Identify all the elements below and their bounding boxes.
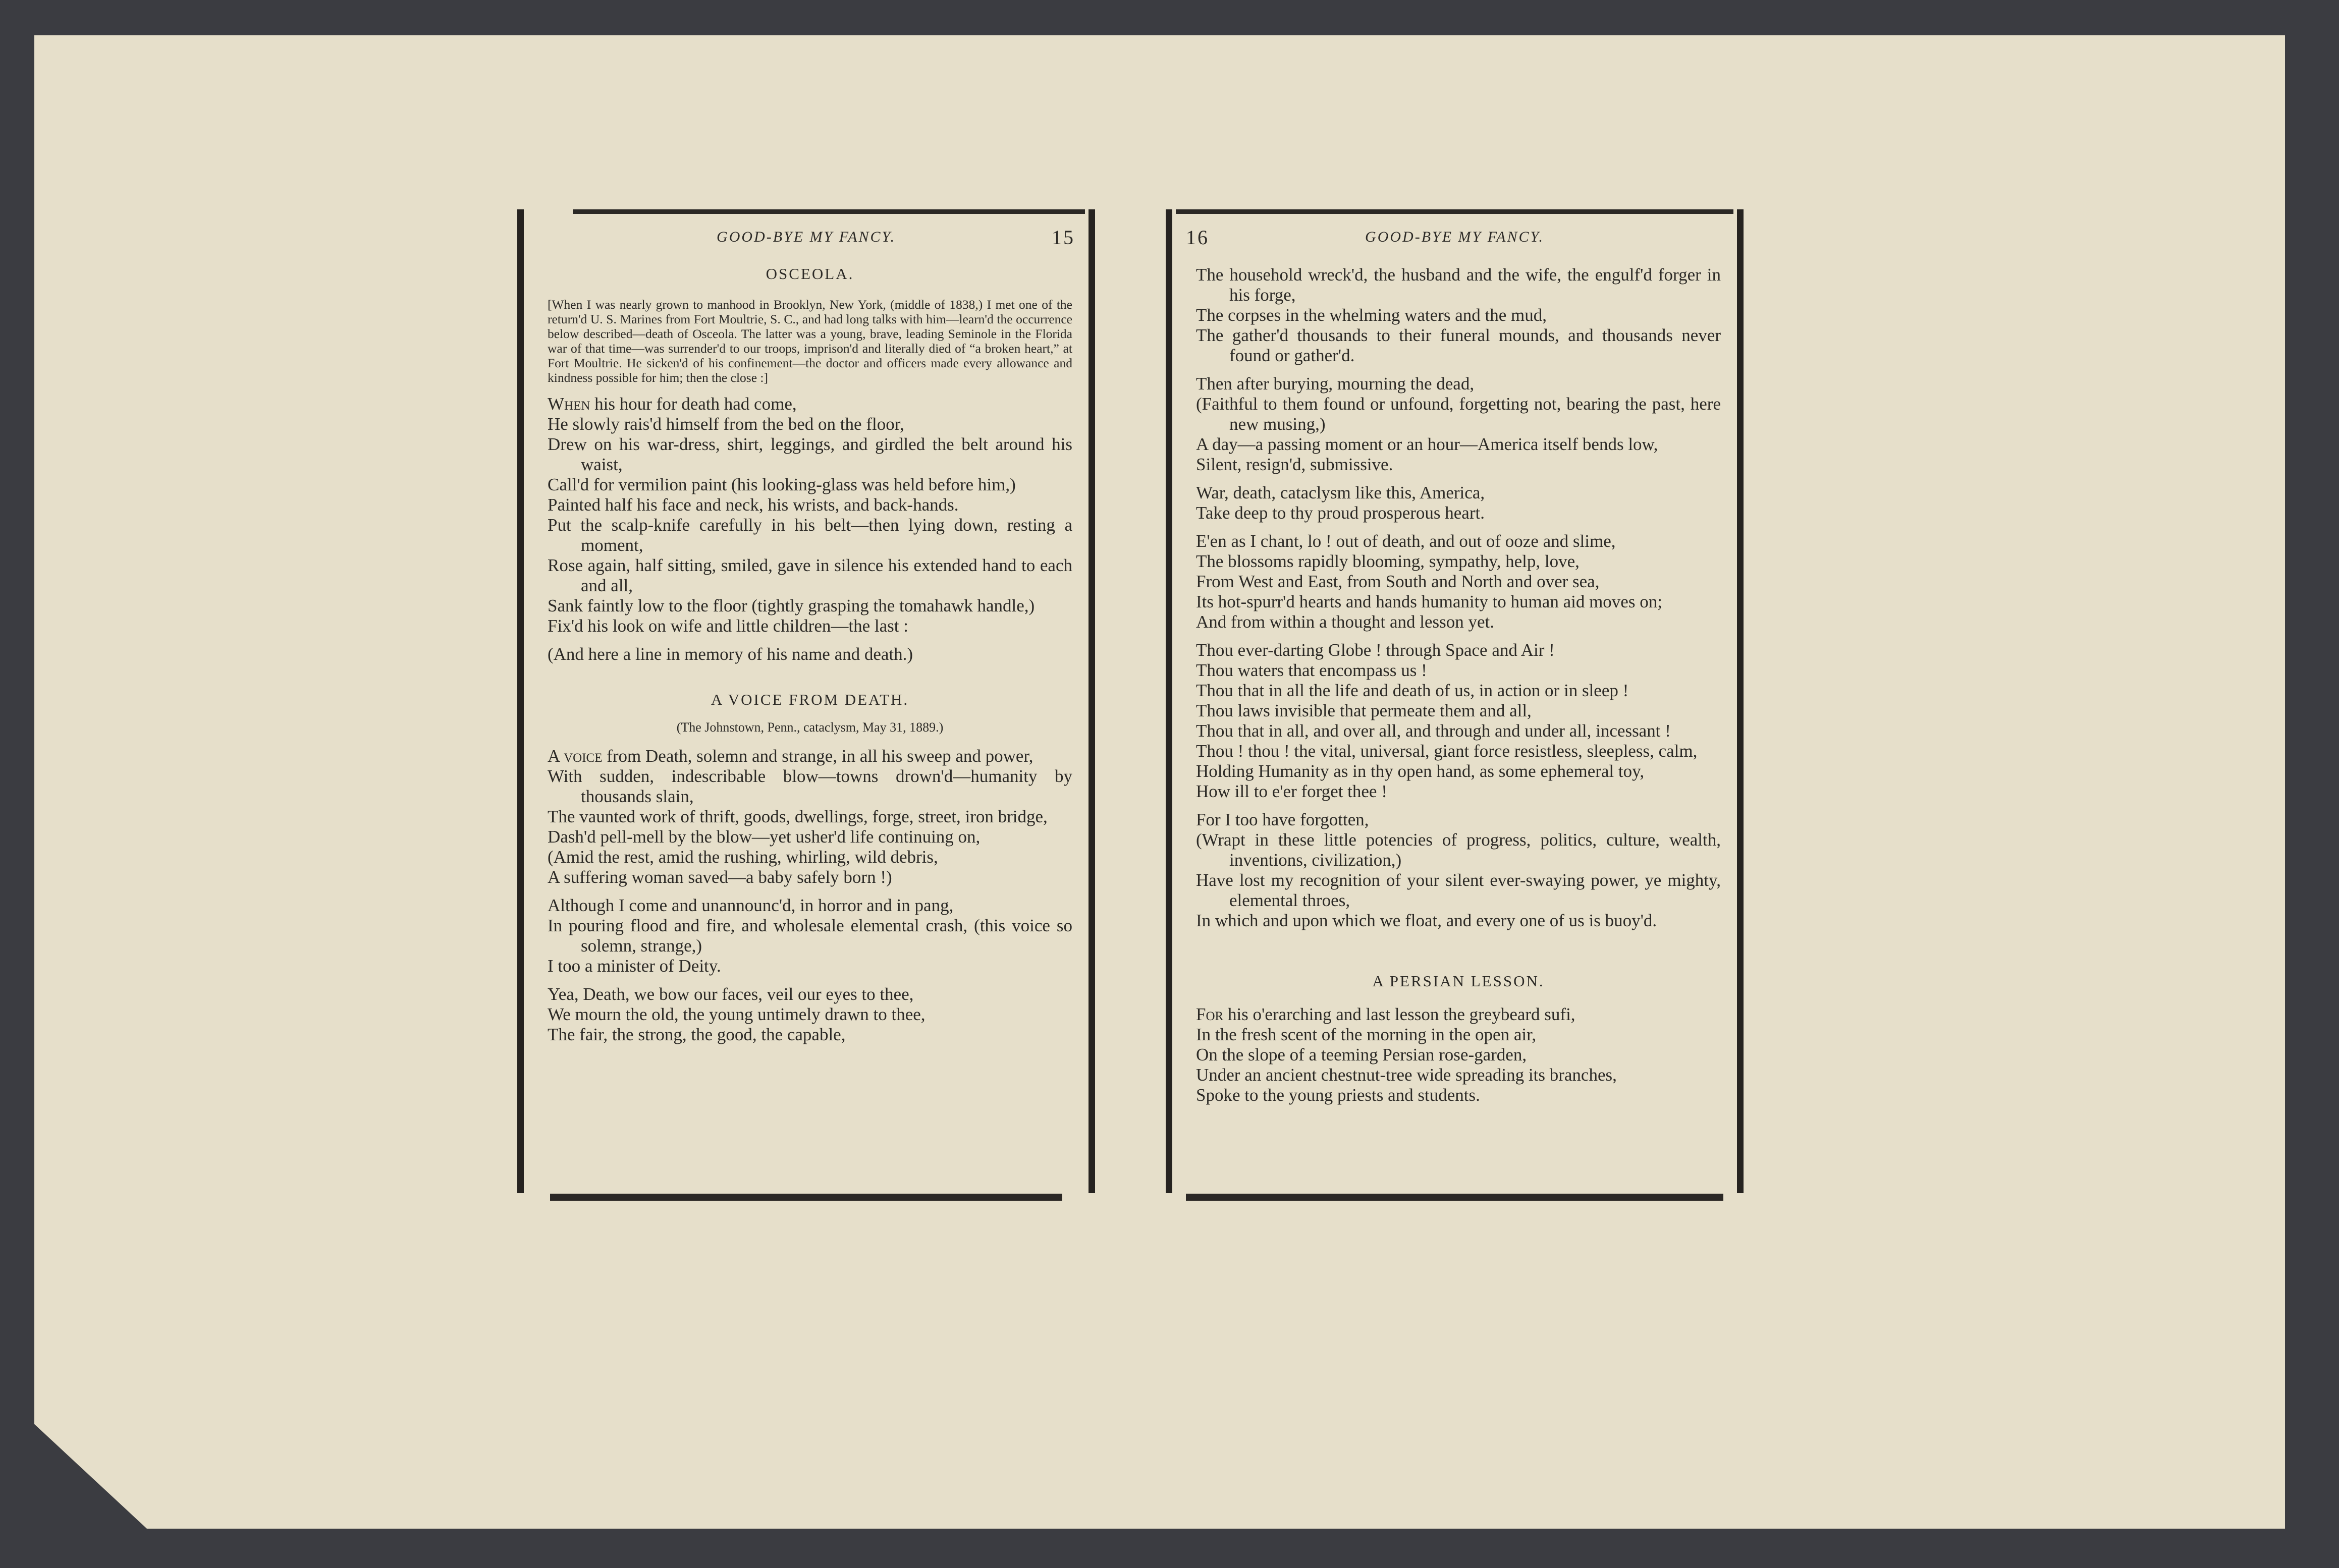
left-border-rule (517, 209, 524, 1193)
poem-first-line-rest: his hour for death had come, (590, 394, 797, 414)
poem-line: Put the scalp-knife carefully in his belt—then lying down, resting a moment, (548, 515, 1072, 555)
poem-line: Although I come and unannounc'd, in horror and in pang, (548, 895, 954, 915)
poem-line: Thou ever-darting Globe ! through Space and Air ! (1196, 640, 1555, 660)
running-head (1166, 226, 1744, 254)
poem-line: In the fresh scent of the morning in the open air, (1196, 1025, 1537, 1044)
poem-line: Holding Humanity as in thy open hand, as some ephemeral toy, (1196, 761, 1645, 781)
top-border-rule (573, 209, 1085, 214)
left-border-rule (1166, 209, 1172, 1193)
right-border-rule (1089, 209, 1095, 1193)
poem-line: (Faithful to them found or unfound, forgetting not, bearing the past, here new musing,) (1196, 394, 1721, 434)
paper-sheet (34, 35, 2285, 1529)
page-number: 15 (1052, 226, 1075, 249)
poem-line: On the slope of a teeming Persian rose-garden, (1196, 1045, 1527, 1065)
poem-line: How ill to e'er forget thee ! (1196, 781, 1387, 801)
poem-line: A suffering woman saved—a baby safely born !) (548, 867, 892, 887)
poem-line: The gather'd thousands to their funeral mounds, and thousands never found or gather'd. (1196, 325, 1721, 365)
poem-line (548, 746, 1072, 766)
top-border-rule (1176, 209, 1733, 214)
poem-line: Fix'd his look on wife and little children—the last : (548, 616, 908, 636)
poem-line: We mourn the old, the young untimely drawn to thee, (548, 1004, 926, 1024)
poem-line: Then after burying, mourning the dead, (1196, 374, 1475, 394)
poem-line: Thou laws invisible that permeate them and all, (1196, 701, 1532, 720)
poem-first-line-rest: from Death, solemn and strange, in all his sweep and power, (602, 746, 1033, 766)
poem-line: E'en as I chant, lo ! out of death, and out of ooze and slime, (1196, 531, 1616, 551)
poem-line (548, 394, 1072, 414)
poem-line: He slowly rais'd himself from the bed on the floor, (548, 414, 904, 434)
poem-line: From West and East, from South and North and over sea, (1196, 572, 1600, 591)
poem-line (1196, 1004, 1721, 1025)
bottom-border-rule (1186, 1194, 1723, 1201)
poem-line: War, death, cataclysm like this, America, (1196, 483, 1485, 502)
poem-title-osceola: OSCEOLA. (766, 265, 854, 283)
poem-line: Thou that in all, and over all, and through and under all, incessant ! (1196, 721, 1671, 741)
poem-line: Thou ! thou ! the vital, universal, giant force resistless, sleepless, calm, (1196, 741, 1698, 761)
poem-line: (Wrapt in these little potencies of progress, politics, culture, wealth, inventions, civilization,) (1196, 830, 1721, 870)
poem-title-voice-from-death: A VOICE FROM DEATH. (711, 691, 909, 708)
poem-line: Take deep to thy proud prosperous heart. (1196, 503, 1485, 523)
poem-line: The fair, the strong, the good, the capable, (548, 1025, 846, 1044)
poem-line: (And here a line in memory of his name and death.) (548, 644, 913, 664)
running-title: GOOD-BYE MY FANCY. (717, 229, 896, 245)
running-head (517, 226, 1095, 254)
page-16 (1166, 209, 1744, 1201)
poem-line: Sank faintly low to the floor (tightly grasping the tomahawk handle,) (548, 596, 1035, 615)
poem-line: Yea, Death, we bow our faces, veil our eyes to thee, (548, 984, 914, 1004)
page-number: 16 (1186, 226, 1209, 249)
poem-line: Under an ancient chestnut-tree wide spreading its branches, (1196, 1065, 1617, 1085)
poem-line: The vaunted work of thrift, goods, dwellings, forge, street, iron bridge, (548, 807, 1048, 826)
running-title: GOOD-BYE MY FANCY. (1365, 229, 1544, 245)
poem-line: And from within a thought and lesson yet. (1196, 612, 1495, 632)
poem-line: Have lost my recognition of your silent ever-swaying power, ye mighty, elemental throes, (1196, 870, 1721, 910)
poem-line: Spoke to the young priests and students. (1196, 1085, 1480, 1105)
poem-title-persian-lesson: A PERSIAN LESSON. (1372, 972, 1545, 990)
poem-line: Rose again, half sitting, smiled, gave in silence his extended hand to each and all, (548, 555, 1072, 595)
poem-first-word: A voice (548, 746, 603, 766)
poem-line: The corpses in the whelming waters and the mud, (1196, 305, 1547, 325)
poem-line: Dash'd pell-mell by the blow—yet usher'd life continuing on, (548, 827, 981, 847)
bottom-border-rule (550, 1194, 1062, 1201)
poem-line: Silent, resign'd, submissive. (1196, 455, 1393, 474)
poem-line: I too a minister of Deity. (548, 956, 721, 976)
poem-line: In pouring flood and fire, and wholesale elemental crash, (this voice so solemn, strange,) (548, 916, 1072, 956)
poem-line: The blossoms rapidly blooming, sympathy, help, love, (1196, 551, 1580, 571)
page-15 (517, 209, 1095, 1201)
right-border-rule (1737, 209, 1744, 1193)
poem-subtitle: (The Johnstown, Penn., cataclysm, May 31, 1889.) (676, 720, 944, 735)
poem-first-line-rest: his o'erarching and last lesson the greybeard sufi, (1223, 1004, 1575, 1024)
osceola-prefatory-note: [When I was nearly grown to manhood in Brooklyn, New York, (middle of 1838,) I met one of the return'd U. S. Marines from Fort Moultrie, S. C., and had long talks with him—learn'd the occurrence below described—death of Osceola. The latter was a young, brave, leading Seminole in the Florida war of that time—was surrender'd to our troops, imprison'd and literally died of “a broken heart,” at Fort Moultrie. He sicken'd of his confinement—the doctor and officers made every allowance and kindness possible for him; then the close :] (548, 297, 1072, 385)
poem-line: (Amid the rest, amid the rushing, whirling, wild debris, (548, 847, 938, 867)
poem-line: Thou that in all the life and death of us, in action or in sleep ! (1196, 681, 1629, 700)
poem-line: In which and upon which we float, and every one of us is buoy'd. (1196, 911, 1657, 930)
poem-line: For I too have forgotten, (1196, 810, 1369, 829)
page-16-content (1196, 265, 1721, 1105)
poem-line: Its hot-spurr'd hearts and hands humanity to human aid moves on; (1196, 592, 1662, 611)
poem-line: A day—a passing moment or an hour—America itself bends low, (1196, 434, 1658, 454)
poem-line: Call'd for vermilion paint (his looking-glass was held before him,) (548, 475, 1016, 494)
poem-line: The household wreck'd, the husband and the wife, the engulf'd forger in his forge, (1196, 265, 1721, 305)
poem-line: With sudden, indescribable blow—towns drown'd—humanity by thousands slain, (548, 766, 1072, 806)
poem-line: Painted half his face and neck, his wrists, and back-hands. (548, 495, 959, 515)
page-15-content (548, 265, 1072, 1045)
poem-line: Thou waters that encompass us ! (1196, 660, 1427, 680)
poem-first-word: When (548, 394, 590, 414)
poem-first-word: For (1196, 1004, 1224, 1024)
poem-line: Drew on his war-dress, shirt, leggings, and girdled the belt around his waist, (548, 434, 1072, 474)
